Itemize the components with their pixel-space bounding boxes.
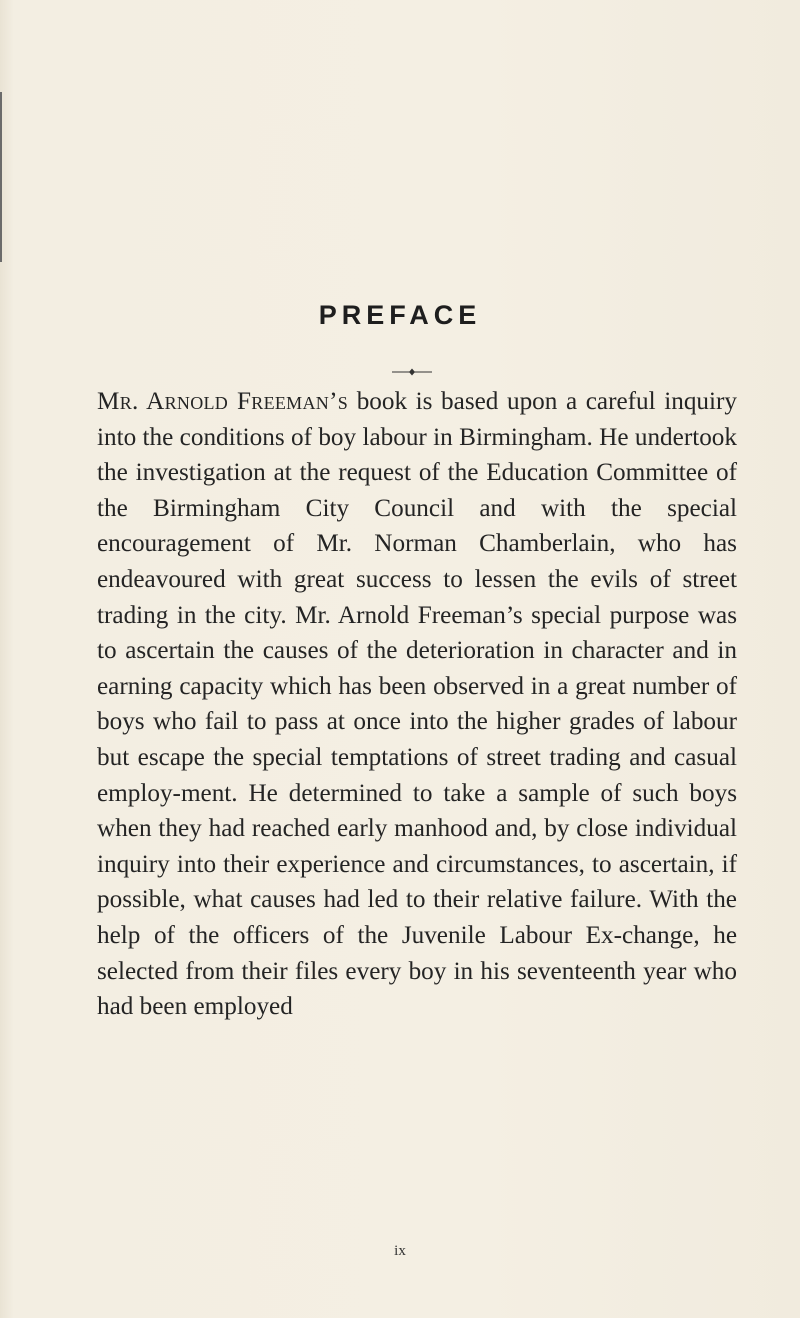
gutter-rule	[0, 92, 2, 262]
page-heading: PREFACE	[318, 300, 482, 330]
diamond-rule-ornament	[392, 368, 432, 376]
preface-paragraph	[97, 384, 737, 1025]
lead-in-small-caps: Mr. Arnold Freeman’s	[97, 388, 349, 415]
page-number: ix	[394, 1243, 406, 1259]
paragraph-text: book is based upon a careful inquiry into the conditions of boy labour in Birmingham. He undertook the investigation at the request of the Education Committee of the Birmingham City Council and with the special encouragement of Mr. Norman Chamberlain, who has endeavoured with great success to lessen the evils of street trading in the city. Mr. Arnold Freeman’s special purpose was to ascertain the causes of the deterioration in character and in earning capacity which has been observed in a great number of boys who fail to pass at once into the higher grades of labour but escape the special temptations of street trading and casual employ-ment. He determined to take a sample of such boys when they had reached early manhood and, by close individual inquiry into their experience and circumstances, to ascertain, if possible, what causes had led to their relative failure. With the help of the officers of the Juvenile Labour Ex-change, he selected from their files every boy in his seventeenth year who had been employed	[97, 388, 737, 1021]
